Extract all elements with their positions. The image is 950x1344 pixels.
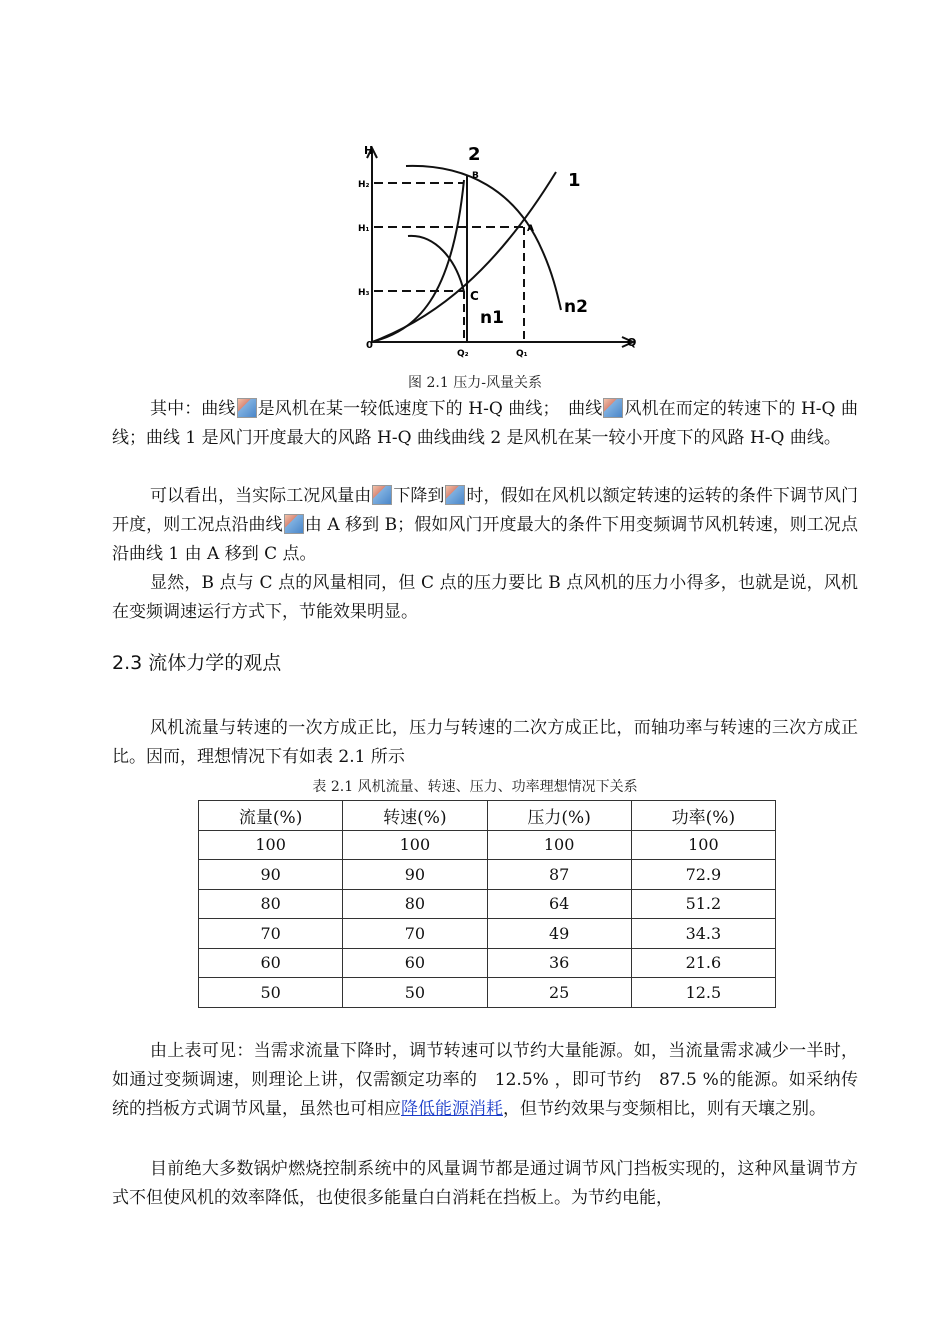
h3-label: H₃ <box>358 288 370 298</box>
p2-text-4: 由 A 移到 B；假如风门开度最大的条件下用变频调节风机转速，则工况点沿曲线 1 由 A 移到 C 点。 <box>112 515 858 564</box>
table-cell: 72.9 <box>631 860 775 890</box>
p2-text-1: 可以看出，当实际工况风量由 <box>150 486 372 506</box>
table-cell: 100 <box>343 830 487 860</box>
curve-n1 <box>408 236 464 292</box>
h2-label: H₂ <box>358 180 370 190</box>
figure-caption: 图 2.1 压力-风量关系 <box>408 375 542 391</box>
table-cell: 70 <box>199 919 343 949</box>
table-cell: 49 <box>487 919 631 949</box>
table-cell: 100 <box>631 830 775 860</box>
fan-affinity-table <box>198 800 776 1008</box>
paragraph-energy-saving <box>112 1037 858 1124</box>
table-cell: 80 <box>343 889 487 919</box>
p1-text-3: 风机在而定的转速下的 H-Q 曲线；曲线 1 是风门开度最大的风路 H-Q 曲线曲线 2 是风机在某一较小开度下的风路 H-Q 曲线。 <box>112 399 858 448</box>
table-cell: 21.6 <box>631 948 775 978</box>
curve-1 <box>372 172 556 342</box>
table-cell: 100 <box>199 830 343 860</box>
table-cell: 50 <box>343 978 487 1008</box>
table-cell: 70 <box>343 919 487 949</box>
paragraph-conclusion: 显然，B 点与 C 点的风量相同，但 C 点的压力要比 B 点风机的压力小得多，也就是说，风机在变频调速运行方式下，节能效果明显。 <box>112 573 858 622</box>
point-c-label: C <box>470 289 479 303</box>
table-cell: 64 <box>487 889 631 919</box>
table-row <box>199 830 776 860</box>
table-cell: 25 <box>487 978 631 1008</box>
q1-label: Q₁ <box>516 349 528 359</box>
table-row <box>199 948 776 978</box>
h1-label: H₁ <box>358 224 370 234</box>
origin-label: 0 <box>366 340 373 351</box>
q2-label: Q₂ <box>457 349 469 359</box>
table-cell: 100 <box>487 830 631 860</box>
p5-text-2: ，但节约效果与变频相比，则有天壤之别。 <box>503 1099 826 1119</box>
point-b-label: B <box>472 171 479 181</box>
curve-n2 <box>406 166 561 310</box>
y-axis-label: H <box>364 144 374 157</box>
table-caption: 表 2.1 风机流量、转速、压力、功率理想情况下关系 <box>312 779 638 795</box>
table-header-cell: 流量(%) <box>199 801 343 831</box>
table-cell: 51.2 <box>631 889 775 919</box>
table-row <box>199 919 776 949</box>
table-header-cell: 转速(%) <box>343 801 487 831</box>
table-header-cell: 压力(%) <box>487 801 631 831</box>
table-cell: 34.3 <box>631 919 775 949</box>
table-cell: 90 <box>199 860 343 890</box>
curve-n2-label: n2 <box>564 297 588 317</box>
section-heading: 2.3 流体力学的观点 <box>112 652 282 674</box>
paragraph-boiler-control: 目前绝大多数锅炉燃烧控制系统中的风量调节都是通过调节风门挡板实现的，这种风量调节方式不但使风机的效率降低，也使很多能量白白消耗在挡板上。为节约电能， <box>112 1159 858 1208</box>
broken-image-icon <box>284 514 304 534</box>
paragraph-operating-point <box>112 482 858 569</box>
reduce-energy-link[interactable]: 降低能源消耗 <box>401 1099 503 1119</box>
table-cell: 60 <box>199 948 343 978</box>
table-row <box>199 978 776 1008</box>
point-a-label: A <box>527 224 534 234</box>
curve-2-label: 2 <box>468 144 481 165</box>
table-cell: 90 <box>343 860 487 890</box>
table-row <box>199 889 776 919</box>
p2-text-3: 时，假如在风机以额定转速的运转的条件下调节风门开度，则工况点沿曲线 <box>112 486 859 535</box>
pressure-flow-figure <box>356 140 646 362</box>
curve-n1-label: n1 <box>480 308 504 328</box>
table-cell: 36 <box>487 948 631 978</box>
paragraph-affinity-laws: 风机流量与转速的一次方成正比，压力与转速的二次方成正比，而轴功率与转速的三次方成正比。因而，理想情况下有如表 2.1 所示 <box>112 718 858 767</box>
broken-image-icon <box>603 398 623 418</box>
p5-text-1: 由上表可见：当需求流量下降时，调节转速可以节约大量能源。如，当流量需求减少一半时，如通过变频调速，则理论上讲，仅需额定功率的 12.5% ，即可节约 87.5 %的能源。如采纳传统的挡板方式调节风量，虽然也可相应 <box>112 1041 858 1119</box>
table-row <box>199 860 776 890</box>
table-header-cell: 功率(%) <box>631 801 775 831</box>
x-axis-label: Q <box>627 336 637 349</box>
table-cell: 12.5 <box>631 978 775 1008</box>
table-cell: 80 <box>199 889 343 919</box>
p1-text-1: 其中：曲线 <box>150 399 236 419</box>
p2-text-2: 下降到 <box>393 486 445 506</box>
curve-1-label: 1 <box>568 170 581 191</box>
table-header-row <box>199 801 776 831</box>
table-cell: 60 <box>343 948 487 978</box>
p1-text-2: 是风机在某一较低速度下的 H-Q 曲线； 曲线 <box>257 399 603 419</box>
broken-image-icon <box>445 485 465 505</box>
broken-image-icon <box>237 398 257 418</box>
paragraph-curve-explanation <box>112 395 858 453</box>
table-cell: 50 <box>199 978 343 1008</box>
table-cell: 87 <box>487 860 631 890</box>
broken-image-icon <box>372 485 392 505</box>
